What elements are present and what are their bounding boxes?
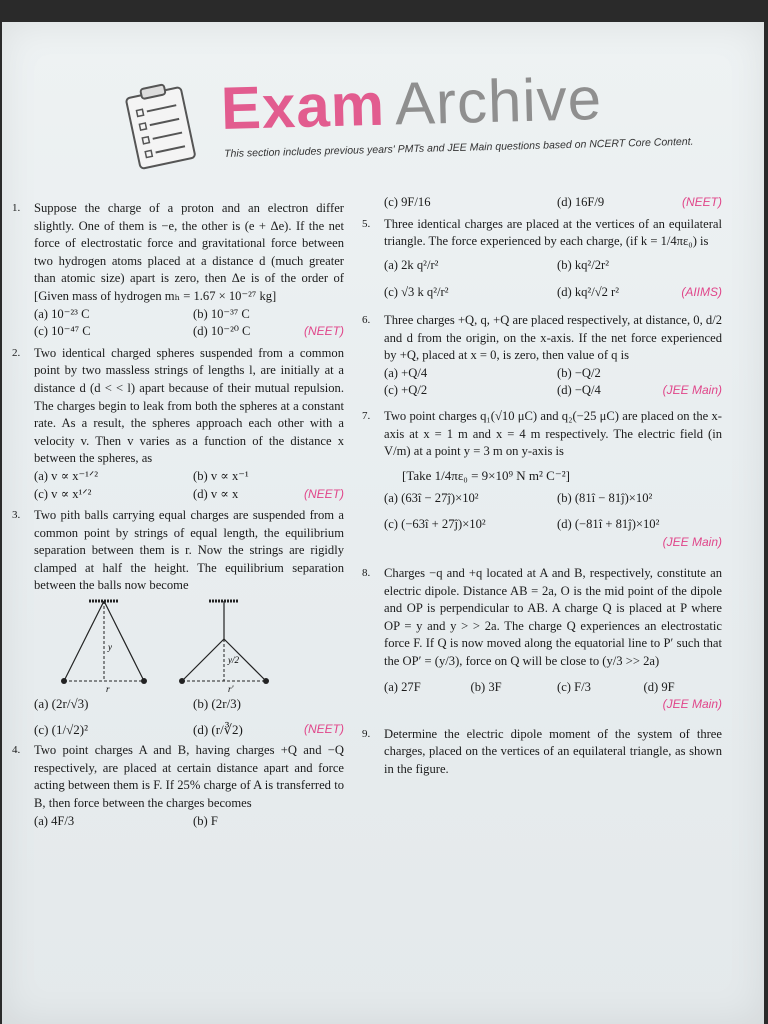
options (384, 194, 722, 212)
source-tag: (JEE Main) (662, 383, 722, 398)
option-a: (a) +Q/4 (384, 365, 428, 380)
question-text: Two point charges A and B, having charges +Q and −Q respectively, are placed at certain distance apart and force acting between them is F. If 25% charge of A is transferred to B, then force between the charges becomes (34, 743, 344, 811)
pith-ball-diagram (34, 595, 344, 695)
source-tag: (NEET) (682, 195, 722, 209)
source-tag: (NEET) (304, 721, 344, 736)
option-b: (b) (2r/3) (193, 696, 242, 712)
question-text: Three identical charges are placed at the vertices of an equilateral triangle. The force experienced by each charge, (if k = 1/4πε₀) is (384, 216, 722, 249)
page-title (220, 64, 603, 143)
option-a: (a) (63î − 27ĵ)×10² (384, 491, 479, 506)
options (384, 257, 722, 302)
options (384, 365, 722, 400)
option-d: (d) −Q/4 (JEE Main) (557, 382, 722, 400)
option-c: (c) (1/√2)² (34, 721, 88, 737)
fig1-label-y: y (108, 642, 112, 653)
question-1 (12, 200, 344, 341)
option-b: (b) (81î − 81ĵ)×10² (557, 491, 653, 506)
options (384, 490, 722, 533)
option-a: (a) (2r/√3) (34, 696, 89, 712)
option-b: (b) v ∝ x⁻¹ (193, 468, 249, 483)
title-word-exam: Exam (220, 70, 386, 142)
question-text: Two point charges q₁(√10 μC) and q₂(−25 μC) are placed on the x-axis at x = 1 m and x = 4 m respectively. The electric field (in V/m) at a point y = 3 m on y-axis is (384, 408, 722, 459)
options (384, 679, 722, 697)
pendulum-figures (34, 595, 344, 695)
option-c: (c) 10⁻⁴⁷ C (34, 324, 91, 339)
question-4 (12, 742, 344, 830)
option-b: (b) kq²/2r² (557, 257, 609, 272)
option-d: (d) v ∝ x (NEET) (193, 486, 344, 504)
right-column (362, 194, 722, 783)
fig1-label-r: r (106, 684, 110, 695)
fig2-label-r: r' (228, 684, 234, 695)
option-b: (b) 10⁻³⁷ C (193, 306, 250, 321)
option-d: (d) 10⁻²⁰ C (NEET) (193, 323, 344, 341)
question-text: Two pith balls carrying equal charges are suspended from a common point by strings of equal length, the equilibrium separation between them is r. Now the strings are rigidly clamped at half the height. The equilibrium separation between the balls now become (34, 508, 344, 593)
options (34, 695, 344, 738)
option-d: (d) (−81î + 81ĵ)×10² (557, 516, 660, 531)
option-c: (c) +Q/2 (384, 383, 428, 398)
fig2-label-y2: y/2 (228, 655, 239, 666)
question-6 (362, 312, 722, 400)
constant-note: [Take 1/4πε₀ = 9×10⁹ N m² C⁻²] (402, 467, 570, 483)
source-tag: (NEET) (304, 486, 344, 501)
option-a: (a) 4F/3 (34, 813, 75, 828)
question-5 (362, 216, 722, 302)
question-number: 1. (12, 202, 21, 214)
option-c: (c) F/3 (557, 679, 591, 694)
option-a: (a) 27F (384, 679, 421, 694)
option-d: (d) 9F (643, 679, 675, 694)
question-number: 7. (362, 409, 371, 422)
exam-page (2, 22, 764, 1024)
question-number: 4. (12, 744, 21, 757)
option-a: (a) 10⁻²³ C (34, 306, 90, 321)
question-number: 6. (362, 313, 371, 326)
option-c: (c) v ∝ x¹ᐟ² (34, 486, 92, 501)
question-text: Suppose the charge of a proton and an electron differ slightly. One of them is −e, the other is (e + Δe). If the net force of electrostatic force and gravitational force between two hydrogen atoms placed at a distance d (much greater than atomic size) apart is zero, then Δe is of the order of [Given mass of hydrogen mₕ = 1.67 × 10⁻²⁷ kg] (34, 201, 344, 303)
question-8 (362, 565, 722, 714)
option-a: (a) v ∝ x⁻¹ᐟ² (34, 468, 99, 483)
title-word-archive: Archive (394, 65, 603, 138)
clipboard-checklist-icon (120, 80, 200, 170)
question-9 (362, 726, 722, 779)
option-c: (c) 9F/16 (384, 195, 431, 209)
options (34, 468, 344, 503)
options (34, 306, 344, 341)
question-number: 5. (362, 217, 371, 230)
option-d: (d) kq²/√2 r² (AIIMS) (557, 284, 722, 302)
option-b: (b) −Q/2 (557, 365, 601, 380)
source-tag: (JEE Main) (662, 697, 722, 712)
question-text: Charges −q and +q located at A and B, respectively, constitute an electric dipole. Distance AB = 2a, O is the mid point of the dipole and OP is perpendicular to AB. A charge Q is placed at P where OP = y and y > > 2a. The charge Q experiences an electrostatic force F. If Q is now moved along the equatorial line to P′ such that the OP′ = (y/3), force on Q will be close to (y/3 >> 2a) (384, 566, 722, 669)
question-number: 2. (12, 346, 21, 359)
option-b: (b) 3F (470, 679, 502, 694)
option-c: (c) (−63î + 27ĵ)×10² (384, 516, 486, 531)
question-text: Determine the electric dipole moment of the system of three charges, placed on the vertices of an equilateral triangle, as shown in the figure. (384, 726, 722, 777)
question-text: Two identical charged spheres suspended from a common point by two massless strings of lengths l, are initially at a distance d (d < < l) apart because of their mutual repulsion. The charges begin to leak from both the spheres at a constant rate. As a result, the spheres approach each other with a velocity v. Then v varies as a function of the distance x between the spheres, as (34, 345, 344, 466)
question-number: 3. (12, 509, 21, 522)
option-b: (b) F (193, 813, 218, 828)
question-2 (12, 345, 344, 503)
question-number: 8. (362, 567, 371, 580)
question-number: 9. (362, 727, 371, 740)
question-7 (362, 408, 722, 551)
option-a: (a) 2k q²/r² (384, 257, 439, 272)
question-text: Three charges +Q, q, +Q are placed respectively, at distance, 0, d/2 and d from the origin, on the x-axis. If the net force experienced by +Q, placed at x = 0, is zero, then value of q is (384, 312, 722, 363)
left-column (12, 200, 344, 834)
options (34, 813, 344, 831)
option-c: (c) √3 k q²/r² (384, 285, 449, 300)
question-3 (12, 507, 344, 738)
source-tag: (NEET) (304, 324, 344, 339)
option-d: (d) (r/∛2) (NEET) (193, 721, 344, 737)
source-tag: (AIIMS) (681, 285, 722, 300)
option-d: (d) 16F/9 (NEET) (557, 194, 722, 212)
question-4-continued (362, 194, 722, 212)
page-subtitle: This section includes previous years' PMTs and JEE Main questions based on NCERT Core Content. (224, 135, 694, 160)
source-tag: (JEE Main) (662, 534, 722, 549)
